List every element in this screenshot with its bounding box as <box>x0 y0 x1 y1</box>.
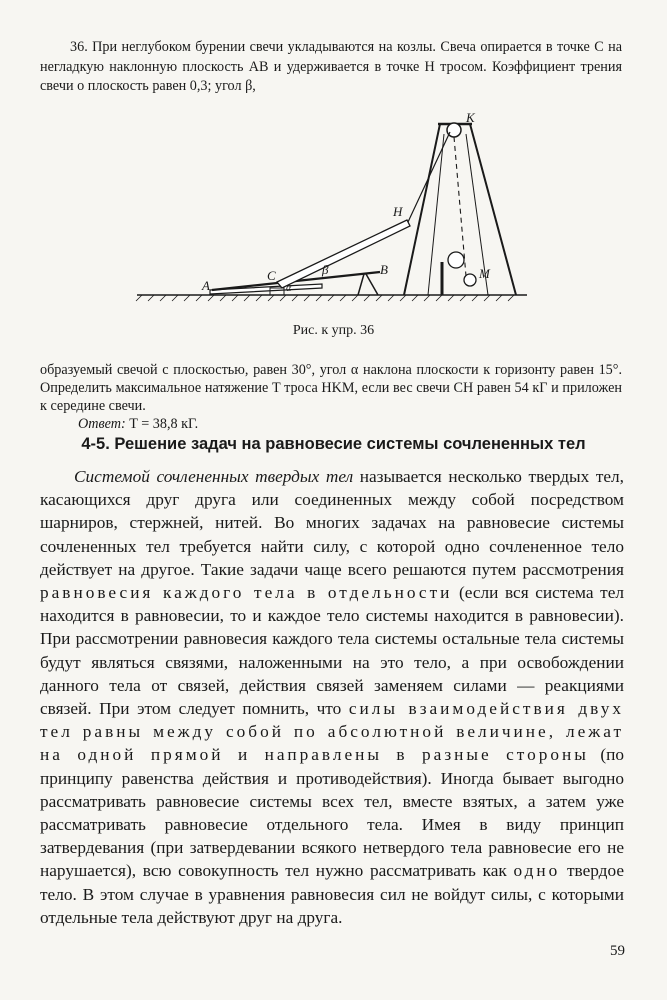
section-heading: 4-5. Решение задач на равновесие системы сочлененных тел <box>81 435 586 453</box>
rope-hk <box>408 132 450 222</box>
label-m: M <box>479 266 490 281</box>
page-number: 59 <box>610 943 625 959</box>
label-b: B <box>380 262 388 277</box>
tower-leg-left <box>404 124 440 295</box>
trestle-leg <box>366 274 378 295</box>
figure-drill-pipe-on-trestle <box>132 112 532 312</box>
tower-leg-right <box>470 124 516 295</box>
label-k: K <box>466 112 475 125</box>
drill-pipe-ch <box>277 220 410 288</box>
answer-value: T = 38,8 кГ. <box>129 416 199 432</box>
problem-36-text-part1: 36. При неглубоком бурении свечи укладываются на козлы. Свеча опирается в точке C на негладкую наклонную плоскость AB и удерживается в точке H тросом. Коэффициент трения свечи о плоскость равен 0,3; угол β, <box>40 39 622 94</box>
label-beta: β <box>322 262 329 277</box>
label-alpha: α <box>286 283 292 294</box>
winch-drum <box>448 252 464 268</box>
label-c: C <box>267 268 276 283</box>
answer-line: Ответ: T = 38,8 кГ. <box>78 416 199 432</box>
trestle-leg <box>358 274 364 295</box>
label-a: A <box>202 278 210 293</box>
winch-m <box>464 274 476 286</box>
section-paragraph: Системой сочлененных твердых тел называется несколько твердых тел, касающихся друг друга или соединенных между собой посредством шарниров, стержней, нитей. Во многих задачах на равновесие системы сочлененных тел требуется найти силу, с которой одно сочлененное тело действует на другое. Такие задачи чаще всего решаются путем рассмотрения равновесия каждого тела в отдельности (если вся система тел находится в равновесии, то и каждое тело системы находится в равновесии). При рассмотрении равновесия каждого тела системы остальные тела системы будут являться связями, наложенными на это тело, а при освобождении данного тела от связей, действия связей заменяем силами — реакциями связей. При этом следует помнить, что силы взаимодействия двух тел равны между собой по абсолютной величине, лежат на одной прямой и направлены в разные стороны (по принципу равенства действия и противодействия). Иногда бывает выгодно рассматривать равновесие системы всех тел, вместе взятых, а затем уже рассматривать равновесие отдельного тела. Имея в виду принцип затвердевания (при затвердевании всякого нетвердого тела равновесие его не нарушается), всю совокупность тел нужно рассматривать как одно твердое тело. В этом случае в уравнения равновесия сил не войдут силы, с которыми отдельные тела действуют друг на друга. <box>40 467 625 927</box>
label-h: H <box>393 204 403 219</box>
figure-caption: Рис. к упр. 36 <box>292 323 375 338</box>
problem-36-text-part2: образуемый свечой с плоскостью, равен 30°, угол α наклона плоскости к горизонту равен 15°. Определить максимальное натяжение T троса HKM, если вес свечи CH равен 54 кГ и приложен к середине свечи. Ответ: T = 38,8 кГ. <box>40 362 622 432</box>
section-body <box>40 465 624 929</box>
ground-hatching <box>136 295 514 301</box>
